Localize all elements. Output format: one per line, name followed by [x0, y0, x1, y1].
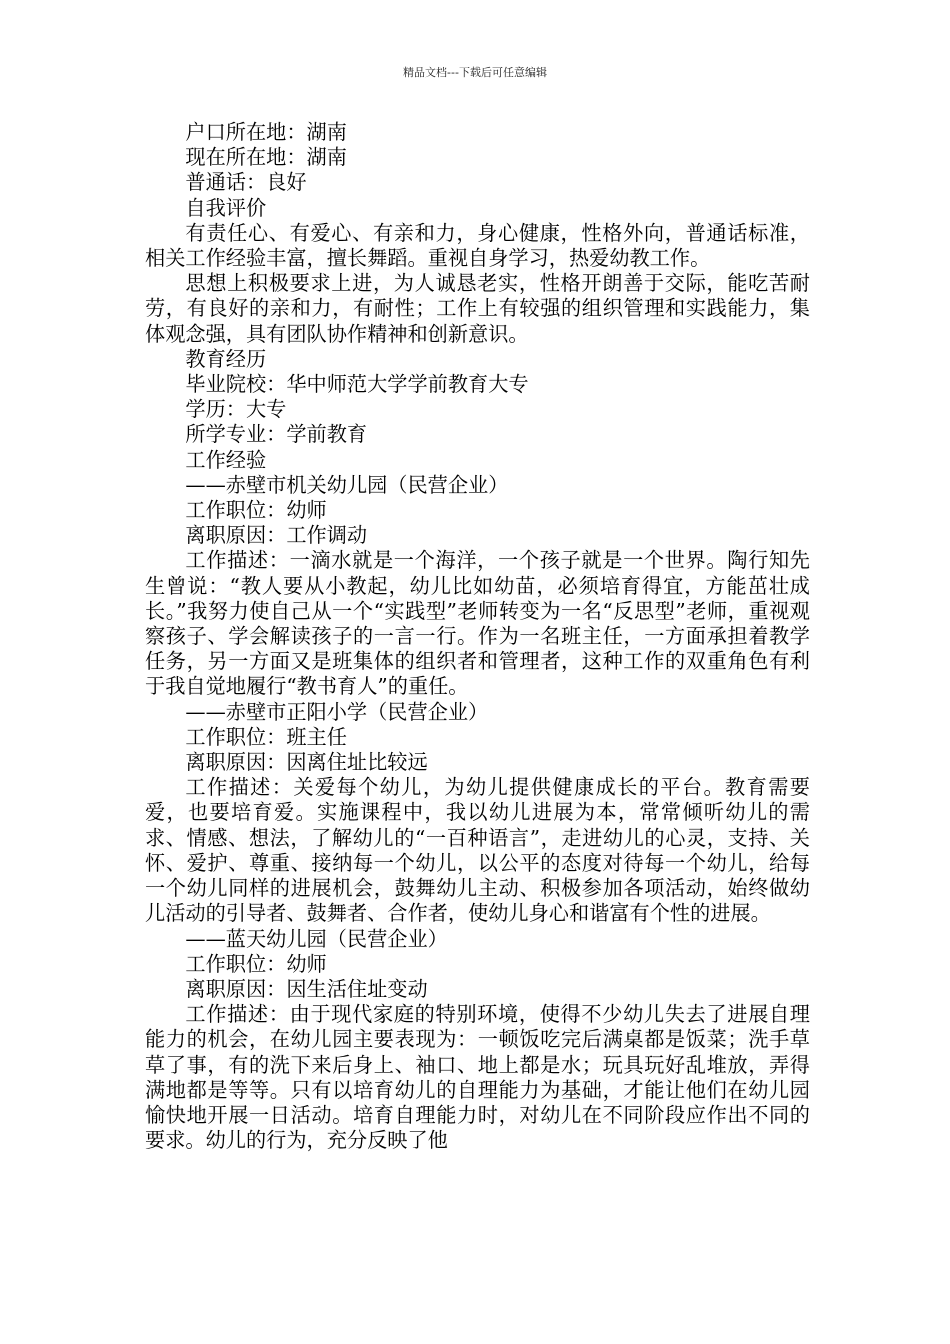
household-registration-line: 户口所在地：湖南: [185, 120, 347, 144]
employer-2-name: ——赤壁市正阳小学（民营企业）: [185, 699, 489, 724]
major-line: 所学专业：学前教育: [185, 422, 368, 447]
degree-line: 学历：大专: [185, 397, 287, 422]
document-body: [145, 120, 810, 1153]
self-evaluation-paragraph-1: 有责任心、有爱心、有亲和力，身心健康，性格外向，普通话标准，相关工作经验丰富，擅长舞蹈。重视自身学习，热爱幼教工作。: [145, 220, 810, 271]
graduated-school-line: 毕业院校：华中师范大学学前教育大专: [185, 372, 529, 397]
employer-1-name: ——赤壁市机关幼儿园（民营企业）: [185, 472, 509, 497]
employer-1-description: 工作描述：一滴水就是一个海洋，一个孩子就是一个世界。陶行知先生曾说：“教人要从小教起，幼儿比如幼苗，必须培育得宜，方能茁壮成长。”我努力使自己从一个“实践型”老师转变为一名“反思型”老师，重视观察孩子、学会解读孩子的一言一行。作为一名班主任，一方面承担着教学任务，另一方面又是班集体的组织者和管理者，这种工作的双重角色有利于我自觉地履行“教书育人”的重任。: [145, 548, 810, 699]
self-evaluation-paragraph-2: 思想上积极要求上进，为人诚恳老实，性格开朗善于交际，能吃苦耐劳，有良好的亲和力，有耐性；工作上有较强的组织管理和实践能力，集体观念强，具有团队协作精神和创新意识。: [145, 271, 810, 346]
current-location-line: 现在所在地：湖南: [185, 145, 347, 170]
employer-1-leave-reason: 离职原因：工作调动: [185, 523, 368, 548]
employer-2-position: 工作职位：班主任: [185, 724, 347, 749]
mandarin-level-line: 普通话：良好: [185, 170, 307, 195]
employer-3-name: ——蓝天幼儿园（民营企业）: [185, 926, 448, 951]
employer-2-leave-reason: 离职原因：因离住址比较远: [185, 750, 428, 775]
employer-3-description: 工作描述：由于现代家庭的特别环境，使得不少幼儿失去了进展自理能力的机会，在幼儿园主要表现为：一顿饭吃完后满桌都是饭菜；洗手草草了事，有的洗下来后身上、袖口、地上都是水；玩具玩好乱堆放，弄得满地都是等等。只有以培育幼儿的自理能力为基础，才能让他们在幼儿园愉快地开展一日活动。培育自理能力时，对幼儿在不同阶段应作出不同的要求。幼儿的行为，充分反映了他: [145, 1002, 810, 1153]
employer-3-position: 工作职位：幼师: [185, 951, 327, 976]
education-heading: 教育经历: [185, 346, 267, 371]
employer-2-description: 工作描述：关爱每个幼儿，为幼儿提供健康成长的平台。教育需要爱，也要培育爱。实施课程中，我以幼儿进展为本，常常倾听幼儿的需求、情感、想法，了解幼儿的“一百种语言”，走进幼儿的心灵，支持、关怀、爱护、尊重、接纳每一个幼儿，以公平的态度对待每一个幼儿，给每一个幼儿同样的进展机会，鼓舞幼儿主动、积极参加各项活动，始终做幼儿活动的引导者、鼓舞者、合作者，使幼儿身心和谐富有个性的进展。: [145, 775, 810, 926]
employer-1-position: 工作职位：幼师: [185, 498, 327, 523]
work-experience-heading: 工作经验: [185, 447, 267, 472]
employer-3-leave-reason: 离职原因：因生活住址变动: [185, 976, 428, 1001]
page-header: 精品文档---下载后可任意编辑: [403, 66, 547, 79]
self-evaluation-heading: 自我评价: [185, 195, 267, 220]
